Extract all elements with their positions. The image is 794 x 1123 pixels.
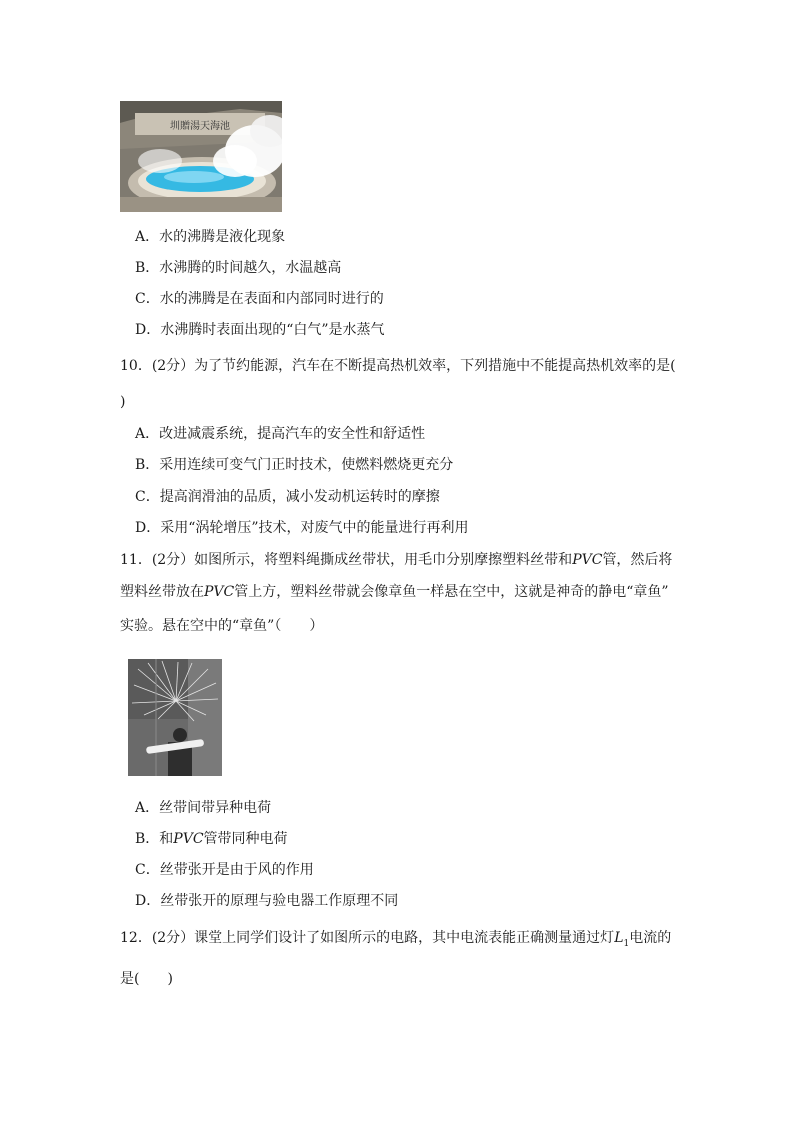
pvc-term: PVC	[204, 584, 235, 600]
q11-option-b	[135, 829, 288, 849]
q10-option-d: D．采用“涡轮增压”技术，对废气中的能量进行再利用	[135, 520, 469, 536]
hot-spring-illustration	[120, 101, 282, 212]
q11-stem-line1	[120, 550, 672, 570]
q10-option-b: B．采用连续可变气门正时技术，使燃料燃烧更充分	[135, 457, 454, 473]
q10-option-a: A．改进减震系统，提高汽车的安全性和舒适性	[135, 426, 426, 442]
q11-stem-line1-part1: 11．(2分）如图所示，将塑料绳撕成丝带状，用毛巾分别摩擦塑料丝带和	[120, 552, 573, 568]
q11-stem-line3: 实验。悬在空中的“章鱼”（ ）	[120, 618, 324, 634]
lamp-symbol: L	[614, 930, 624, 946]
static-octopus-illustration	[128, 659, 222, 776]
q10-option-c: C．提高润滑油的品质，减小发动机运转时的摩擦	[135, 489, 440, 505]
q9-option-c: C．水的沸腾是在表面和内部同时进行的	[135, 291, 384, 307]
q11-stem-line2-part2: 管上方，塑料丝带就会像章鱼一样悬在空中，这就是神奇的静电“章鱼”	[234, 584, 669, 600]
q9-option-d: D．水沸腾时表面出现的“白气”是水蒸气	[135, 322, 385, 338]
q11-option-b-part1: B．和	[135, 831, 174, 847]
q11-option-d: D．丝带张开的原理与验电器工作原理不同	[135, 893, 399, 909]
pvc-term: PVC	[572, 552, 603, 568]
q10-stem-line1: 10．(2分）为了节约能源，汽车在不断提高热机效率，下列措施中不能提高热机效率的是(	[120, 358, 676, 374]
q9-option-b: B．水沸腾的时间越久，水温越高	[135, 260, 342, 276]
static-octopus-photo	[128, 659, 222, 776]
q11-option-c: C．丝带张开是由于风的作用	[135, 862, 314, 878]
q11-stem-line1-part2: 管，然后将	[602, 552, 673, 568]
q10-stem-line2: )	[120, 394, 126, 410]
q11-stem-line2	[120, 582, 669, 602]
q11-stem-line2-part1: 塑料丝带放在	[120, 584, 204, 600]
pvc-term: PVC	[173, 831, 204, 847]
lamp-subscript: 1	[623, 938, 630, 949]
q11-option-b-part2: 管带同种电荷	[203, 831, 288, 847]
hot-spring-photo	[120, 101, 282, 212]
q12-stem-line1-part1: 12．(2分）课堂上同学们设计了如图所示的电路，其中电流表能正确测量通过灯	[120, 930, 615, 946]
q9-option-a: A．水的沸腾是液化现象	[135, 229, 286, 245]
q11-option-a: A．丝带间带异种电荷	[135, 800, 272, 816]
sign-text: 圳贈湯天海池	[170, 121, 230, 132]
q12-stem-line1-part2: 电流的	[629, 930, 672, 946]
q12-stem-line2: 是( )	[120, 971, 173, 987]
q12-stem-line1	[120, 928, 671, 954]
